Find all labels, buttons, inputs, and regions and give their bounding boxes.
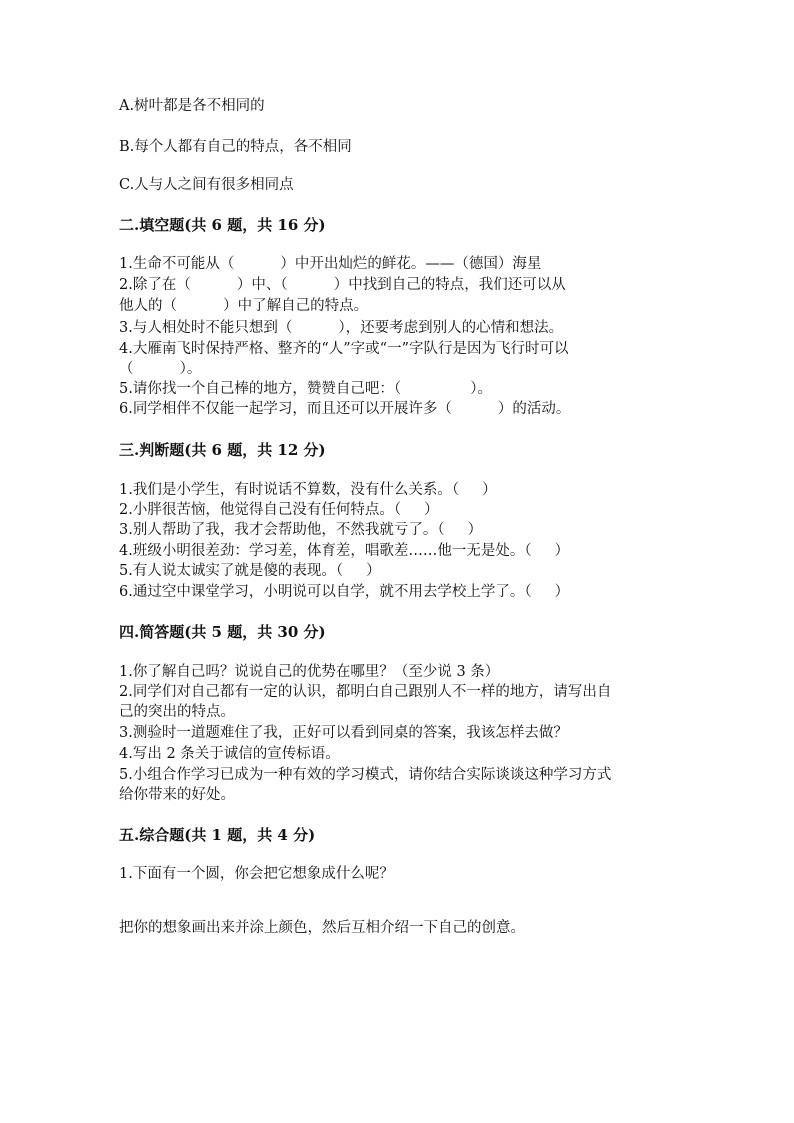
judge-line: 3.别人帮助了我，我才会帮助他，不然我就亏了。（ ） [119,522,483,538]
judge-line: 6.通过空中课堂学习，小明说可以自学，就不用去学校上学了。（ ） [119,584,570,600]
judge-line: 1.我们是小学生，有时说话不算数，没有什么关系。（ ） [119,482,497,498]
comprehensive-question: 1.下面有一个圆，你会把它想象成什么呢？ [119,866,394,882]
fill-blank-line: 5.请你找一个自己棒的地方，赞赞自己吧：（ ）。 [119,381,492,397]
option-c: C.人与人之间有很多相同点 [119,177,294,193]
fill-blank-line: 6.同学相伴不仅能一起学习，而且还可以开展许多（ ）的活动。 [119,401,571,417]
fill-blank-line: 2.除了在（ ）中、（ ）中找到自己的特点，我们还可以从 [119,277,566,293]
option-a: A.树叶都是各不相同的 [119,98,265,114]
section-judge-title: 三.判断题(共 6 题，共 12 分) [119,441,326,459]
fill-blank-line: （ ）。 [119,361,202,377]
judge-line: 5.有人说太诚实了就是傻的表现。（ ） [119,563,381,579]
short-answer-line: 5.小组合作学习已成为一种有效的学习模式，请你结合实际谈谈这种学习方式 [119,767,612,783]
short-answer-line: 3.测验时一道题难住了我，正好可以看到同桌的答案，我该怎样去做？ [119,725,568,741]
section-short-answer-title: 四.简答题(共 5 题，共 30 分) [119,623,326,641]
fill-blank-line: 3.与人相处时不能只想到（ ），还要考虑到别人的心情和想法。 [119,320,564,336]
short-answer-line: 1.你了解自己吗？说说自己的优势在哪里？（至少说 3 条） [119,664,500,680]
comprehensive-instruction: 把你的想象画出来并涂上颜色，然后互相介绍一下自己的创意。 [119,920,525,936]
short-answer-line: 2.同学们对自己都有一定的认识，都明白自己跟别人不一样的地方，请写出自 [119,684,612,700]
judge-line: 4.班级小明很差劲：学习差，体育差，唱歌差……他一无是处。（ ） [119,543,570,559]
fill-blank-line: 4.大雁南飞时保持严格、整齐的“人”字或“一”字队行是因为飞行时可以 [119,341,569,357]
fill-blank-line: 他人的（ ）中了解自己的特点。 [119,298,369,314]
short-answer-line: 4.写出 2 条关于诚信的宣传标语。 [119,746,340,762]
short-answer-line: 给你带来的好处。 [119,787,235,803]
judge-line: 2.小胖很苦恼，他觉得自己没有任何特点。（ ） [119,502,439,518]
section-fill-blank-title: 二.填空题(共 6 题，共 16 分) [119,216,326,234]
section-comprehensive-title: 五.综合题(共 1 题，共 4 分) [119,826,316,844]
fill-blank-line: 1.生命不可能从（ ）中开出灿烂的鲜花。——（德国）海星 [119,256,542,272]
option-b: B.每个人都有自己的特点，各不相同 [119,139,352,155]
short-answer-line: 己的突出的特点。 [119,704,235,720]
